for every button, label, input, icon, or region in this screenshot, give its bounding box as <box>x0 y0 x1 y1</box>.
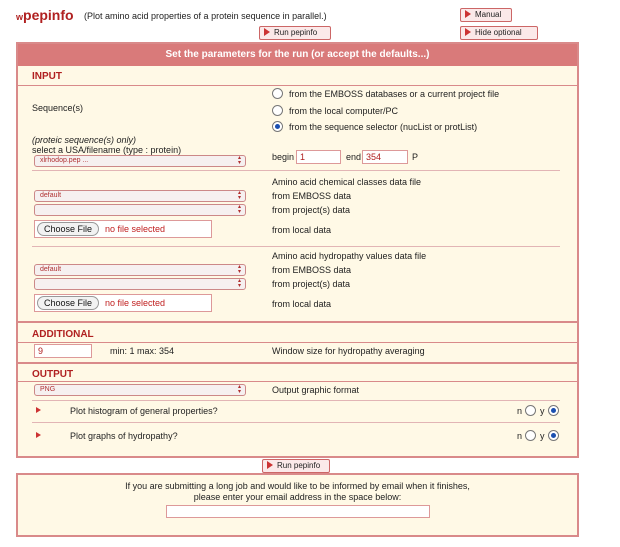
parameters-banner <box>18 44 577 66</box>
email-line-2: please enter your email address in the space below: <box>193 492 402 502</box>
histogram-label: Plot histogram of general properties? <box>70 406 218 416</box>
section-divider <box>18 342 577 343</box>
expand-arrow-icon[interactable] <box>36 407 41 413</box>
chem-emboss-value: default <box>40 192 62 199</box>
histogram-no-radio[interactable] <box>525 405 536 416</box>
play-icon <box>264 28 270 36</box>
page-subtitle: (Plot amino acid properties of a protein sequence in parallel.) <box>84 11 327 21</box>
usa-select[interactable] <box>34 155 246 167</box>
additional-section-title: ADDITIONAL <box>32 329 94 340</box>
output-section-title: OUTPUT <box>32 369 74 380</box>
begin-label: begin <box>272 152 295 162</box>
parameters-panel <box>16 42 579 458</box>
source-radio-local[interactable] <box>272 105 283 116</box>
source-radio-selector[interactable] <box>272 121 283 132</box>
subsection-divider <box>32 246 560 247</box>
select-arrows-icon: ▴ ▾ <box>237 155 241 166</box>
hydropathy-yes-radio[interactable] <box>548 430 559 441</box>
chem-emboss-select[interactable] <box>34 190 246 202</box>
select-arrows-icon: ▴ ▾ <box>237 204 241 215</box>
window-size-input[interactable]: 9 <box>34 344 92 358</box>
logo-prefix: w <box>16 12 24 22</box>
hydro-project-select[interactable] <box>34 278 246 290</box>
hide-optional-label: Hide optional <box>475 28 522 37</box>
hydro-no-file-text: no file selected <box>105 298 166 308</box>
email-input[interactable] <box>166 505 430 518</box>
chem-choose-file-button[interactable]: Choose File <box>37 222 99 236</box>
run-button-label: Run pepinfo <box>274 28 318 37</box>
begin-input[interactable]: 1 <box>296 150 341 164</box>
hydropathy-no-radio[interactable] <box>525 430 536 441</box>
manual-button-label: Manual <box>475 10 502 19</box>
subsection-divider <box>32 170 560 171</box>
select-arrows-icon: ▴ ▾ <box>237 278 241 289</box>
window-range-text: min: 1 max: 354 <box>110 346 175 356</box>
source-radio-database[interactable] <box>272 88 283 99</box>
window-size-label: Window size for hydropathy averaging <box>272 346 425 356</box>
hydro-emboss-select[interactable] <box>34 264 246 276</box>
subsection-divider <box>32 422 560 423</box>
output-format-select[interactable] <box>34 384 246 396</box>
run-button-top[interactable] <box>259 26 331 40</box>
hydropathy-y-label: y <box>540 431 545 441</box>
source-option-selector: from the sequence selector (nucList or protList) <box>289 122 478 132</box>
play-icon <box>267 461 273 469</box>
hydro-choose-file-button[interactable]: Choose File <box>37 296 99 310</box>
play-icon <box>465 10 471 18</box>
chem-heading: Amino acid chemical classes data file <box>272 177 422 187</box>
source-option-local: from the local computer/PC <box>289 106 399 116</box>
usa-select-value: xlrhodop.pep ... <box>40 157 89 164</box>
app-logo <box>16 7 74 23</box>
section-divider <box>18 381 577 382</box>
section-divider <box>18 362 577 364</box>
expand-arrow-icon[interactable] <box>36 432 41 438</box>
section-divider <box>18 85 577 86</box>
hydropathy-label: Plot graphs of hydropathy? <box>70 431 178 441</box>
input-section-title: INPUT <box>32 71 62 82</box>
hydro-heading: Amino acid hydropathy values data file <box>272 251 427 261</box>
output-format-value: PNG <box>40 386 56 393</box>
chem-emboss-label: from EMBOSS data <box>272 191 352 201</box>
usa-label: select a USA/filename (type : protein) <box>32 145 182 155</box>
select-arrows-icon: ▴ ▾ <box>237 190 241 201</box>
hydro-local-label: from local data <box>272 299 332 309</box>
play-icon <box>465 28 471 36</box>
logo-name: pepinfo <box>23 7 74 23</box>
chem-file-field <box>34 220 212 238</box>
email-instructions <box>18 481 577 503</box>
p-label: P <box>412 152 419 162</box>
histogram-yes-radio[interactable] <box>548 405 559 416</box>
output-format-label: Output graphic format <box>272 385 360 395</box>
manual-button[interactable] <box>460 8 512 22</box>
hydro-emboss-value: default <box>40 266 62 273</box>
chem-no-file-text: no file selected <box>105 224 166 234</box>
sequence-label: Sequence(s) <box>32 103 84 113</box>
run-button-bottom-label: Run pepinfo <box>277 461 321 470</box>
hydro-file-field <box>34 294 212 312</box>
hydropathy-n-label: n <box>517 431 523 441</box>
select-arrows-icon: ▴ ▾ <box>237 264 241 275</box>
proteic-note: (proteic sequence(s) only) <box>32 135 137 145</box>
section-divider <box>18 321 577 323</box>
banner-text: Set the parameters for the run (or accept the defaults...) <box>165 49 430 60</box>
source-option-database: from the EMBOSS databases or a current project file <box>289 89 500 99</box>
select-arrows-icon: ▴ ▾ <box>237 384 241 395</box>
histogram-y-label: y <box>540 406 545 416</box>
end-label: end <box>346 152 362 162</box>
subsection-divider <box>32 400 560 401</box>
chem-project-select[interactable] <box>34 204 246 216</box>
email-line-1: If you are submitting a long job and would like to be informed by email when it finishes, <box>125 481 470 491</box>
chem-project-label: from project(s) data <box>272 205 351 215</box>
hydro-emboss-label: from EMBOSS data <box>272 265 352 275</box>
chem-local-label: from local data <box>272 225 332 235</box>
run-button-bottom[interactable] <box>262 459 330 473</box>
email-panel <box>16 473 579 537</box>
end-input[interactable]: 354 <box>362 150 408 164</box>
hydro-project-label: from project(s) data <box>272 279 351 289</box>
histogram-n-label: n <box>517 406 523 416</box>
hide-optional-button[interactable] <box>460 26 538 40</box>
